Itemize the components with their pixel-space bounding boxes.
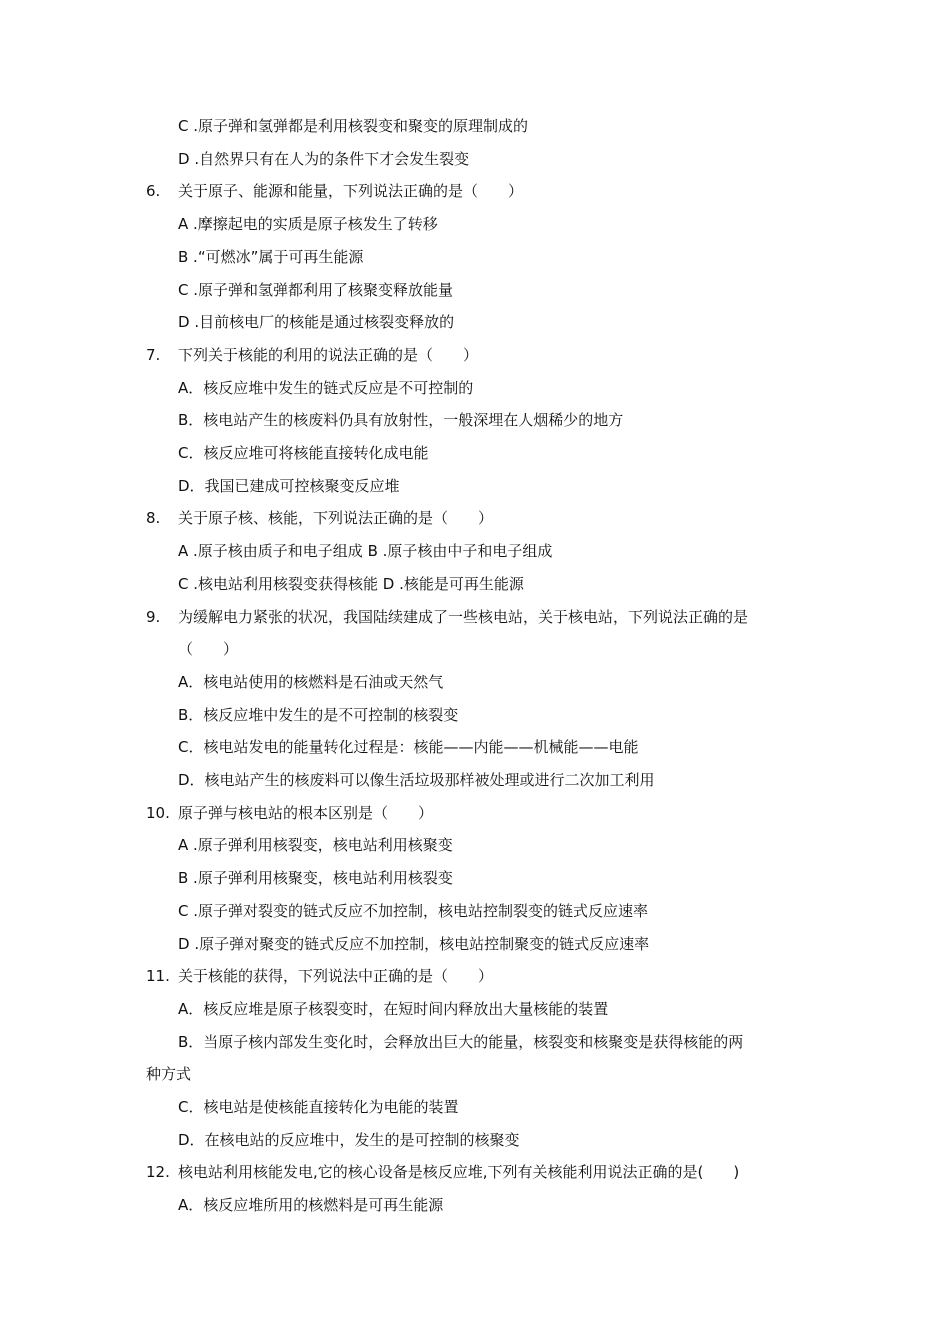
- question-text: 下列关于核能的利用的说法正确的是（ ）: [178, 346, 479, 364]
- option-text: D .目前核电厂的核能是通过核裂变释放的: [178, 313, 455, 331]
- option-text: A．核电站使用的核燃料是石油或天然气: [178, 673, 444, 691]
- question-number: 10.: [146, 804, 170, 822]
- option-text: B .原子弹利用核聚变，核电站利用核裂变: [178, 869, 453, 887]
- question-text: 关于核能的获得，下列说法中正确的是（ ）: [178, 967, 494, 985]
- option-text: A．核反应堆中发生的链式反应是不可控制的: [178, 379, 474, 397]
- question-number: 8.: [146, 509, 161, 527]
- option-text: C .核电站利用核裂变获得核能 D .核能是可再生能源: [178, 575, 524, 593]
- option-text: C .原子弹对裂变的链式反应不加控制，核电站控制裂变的链式反应速率: [178, 902, 649, 920]
- option-text: C .原子弹和氢弹都利用了核聚变释放能量: [178, 281, 454, 299]
- option-text: D .原子弹对聚变的链式反应不加控制，核电站控制聚变的链式反应速率: [178, 935, 650, 953]
- question-text: 为缓解电力紧张的状况，我国陆续建成了一些核电站，关于核电站，下列说法正确的是: [178, 608, 749, 626]
- option-text: C．核电站是使核能直接转化为电能的装置: [178, 1098, 459, 1116]
- option-text: A .摩擦起电的实质是原子核发生了转移: [178, 215, 438, 233]
- option-text: （ ）: [178, 640, 239, 658]
- option-text: D．我国已建成可控核聚变反应堆: [178, 477, 400, 495]
- question-number: 11.: [146, 967, 170, 985]
- option-text: A．核反应堆是原子核裂变时，在短时间内释放出大量核能的装置: [178, 1000, 609, 1018]
- option-text: D．在核电站的反应堆中，发生的是可控制的核聚变: [178, 1131, 520, 1149]
- option-text: A．核反应堆所用的核燃料是可再生能源: [178, 1196, 444, 1214]
- question-text: 关于原子、能源和能量，下列说法正确的是（ ）: [178, 182, 524, 200]
- question-number: 9.: [146, 608, 161, 626]
- option-text: A .原子弹利用核裂变，核电站利用核聚变: [178, 836, 453, 854]
- option-text: A .原子核由质子和电子组成 B .原子核由中子和电子组成: [178, 542, 553, 560]
- question-text: 原子弹与核电站的根本区别是（ ）: [178, 804, 434, 822]
- option-text: C .原子弹和氢弹都是利用核裂变和聚变的原理制成的: [178, 117, 529, 135]
- question-number: 7.: [146, 346, 161, 364]
- question-number: 12.: [146, 1163, 170, 1181]
- option-text: B．当原子核内部发生变化时，会释放出巨大的能量，核裂变和核聚变是获得核能的两: [178, 1033, 744, 1051]
- question-number: 6.: [146, 182, 161, 200]
- option-text: B .“可燃冰”属于可再生能源: [178, 248, 364, 266]
- option-text: B．核电站产生的核废料仍具有放射性，一般深埋在人烟稀少的地方: [178, 411, 624, 429]
- option-text: C．核反应堆可将核能直接转化成电能: [178, 444, 429, 462]
- option-text: D．核电站产生的核废料可以像生活垃圾那样被处理或进行二次加工利用: [178, 771, 655, 789]
- option-text: B．核反应堆中发生的是不可控制的核裂变: [178, 706, 459, 724]
- option-text: C．核电站发电的能量转化过程是：核能——内能——机械能——电能: [178, 738, 639, 756]
- option-text: D .自然界只有在人为的条件下才会发生裂变: [178, 150, 470, 168]
- wrapped-text: 种方式: [146, 1065, 192, 1083]
- question-text: 关于原子核、核能，下列说法正确的是（ ）: [178, 509, 494, 527]
- question-text: 核电站利用核能发电,它的核心设备是核反应堆,下列有关核能利用说法正确的是( ): [178, 1163, 740, 1181]
